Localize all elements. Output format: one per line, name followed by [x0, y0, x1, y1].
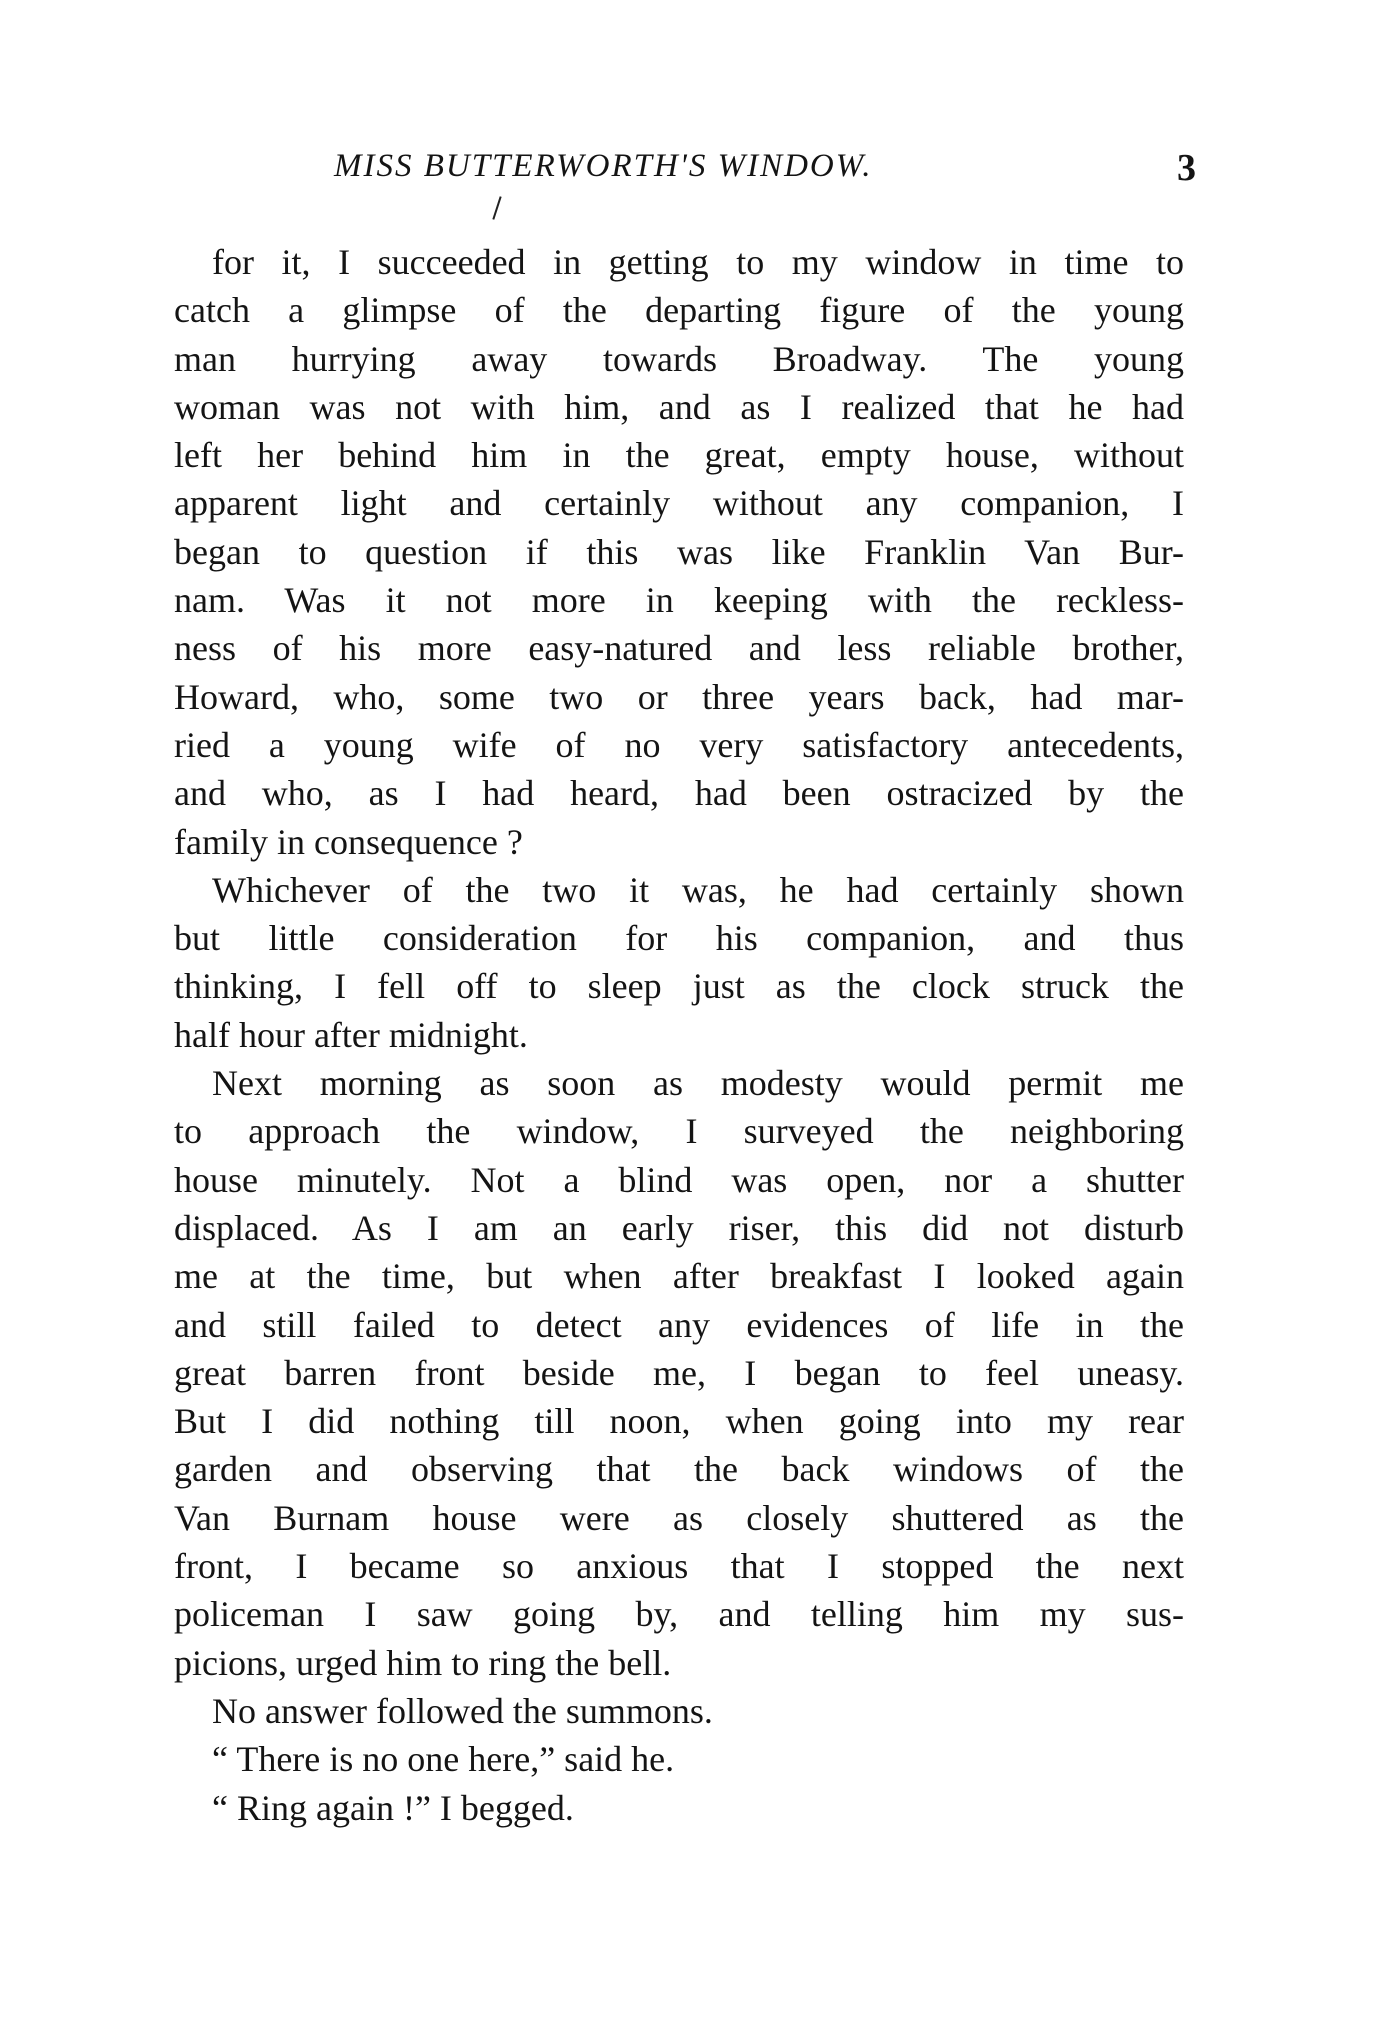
text-line: front, I became so anxious that I stopped the next [174, 1546, 1184, 1587]
text-line: thinking, I fell off to sleep just as the clock struck the [174, 966, 1184, 1007]
text-line: Howard, who, some two or three years back, had mar- [174, 676, 1184, 717]
text-line: left her behind him in the great, empty house, without [174, 435, 1184, 476]
text-line: half hour after midnight. [174, 1014, 528, 1055]
text-line: catch a glimpse of the departing figure of the young [174, 290, 1184, 331]
text-line: and still failed to detect any evidences of life in the [174, 1304, 1184, 1345]
running-title: MISS BUTTERWORTH'S WINDOW. [334, 148, 873, 184]
text-line: Whichever of the two it was, he had certainly shown [212, 869, 1184, 910]
text-line: apparent light and certainly without any companion, I [174, 483, 1184, 524]
text-line: Next morning as soon as modesty would permit me [212, 1063, 1184, 1104]
text-line: for it, I succeeded in getting to my window in time to [212, 242, 1184, 282]
text-line: ried a young wife of no very satisfactory antecedents, [174, 724, 1184, 765]
text-line: man hurrying away towards Broadway. The young [174, 338, 1184, 379]
text-line: policeman I saw going by, and telling him my sus- [174, 1594, 1184, 1635]
text-line: displaced. As I am an early riser, this did not disturb [174, 1207, 1184, 1248]
text-line: to approach the window, I surveyed the neighboring [174, 1111, 1184, 1152]
text-line: me at the time, but when after breakfast I looked again [174, 1256, 1184, 1297]
body-text [174, 238, 1184, 1832]
text-line: ness of his more easy-natured and less reliable brother, [174, 628, 1184, 669]
paragraph [174, 1059, 1184, 1687]
text-line: Van Burnam house were as closely shuttered as the [174, 1497, 1184, 1538]
paragraph [174, 238, 1184, 866]
text-line: garden and observing that the back windows of the [174, 1449, 1184, 1490]
page-number: 3 [1177, 147, 1196, 189]
text-line: No answer followed the summons. [212, 1690, 713, 1731]
text-line: and who, as I had heard, had been ostracized by the [174, 773, 1184, 814]
text-line: family in consequence ? [174, 821, 523, 862]
text-line: house minutely. Not a blind was open, nor a shutter [174, 1159, 1184, 1200]
running-head [174, 148, 1196, 196]
text-line: began to question if this was like Franklin Van Bur- [174, 531, 1184, 572]
text-line: nam. Was it not more in keeping with the reckless- [174, 580, 1184, 621]
text-line: “ There is no one here,” said he. [212, 1739, 675, 1780]
paragraph [174, 866, 1184, 1059]
text-line: great barren front beside me, I began to feel uneasy. [174, 1352, 1184, 1393]
text-line: but little consideration for his companion, and thus [174, 918, 1184, 959]
paragraph [174, 1687, 1184, 1735]
text-line: But I did nothing till noon, when going into my rear [174, 1401, 1184, 1442]
text-line: woman was not with him, and as I realized that he had [174, 386, 1184, 427]
text-line: picions, urged him to ring the bell. [174, 1642, 672, 1683]
paragraph [174, 1784, 1184, 1832]
stray-ink-mark [492, 196, 501, 219]
paragraph [174, 1735, 1184, 1783]
text-line: “ Ring again !” I begged. [212, 1787, 574, 1828]
